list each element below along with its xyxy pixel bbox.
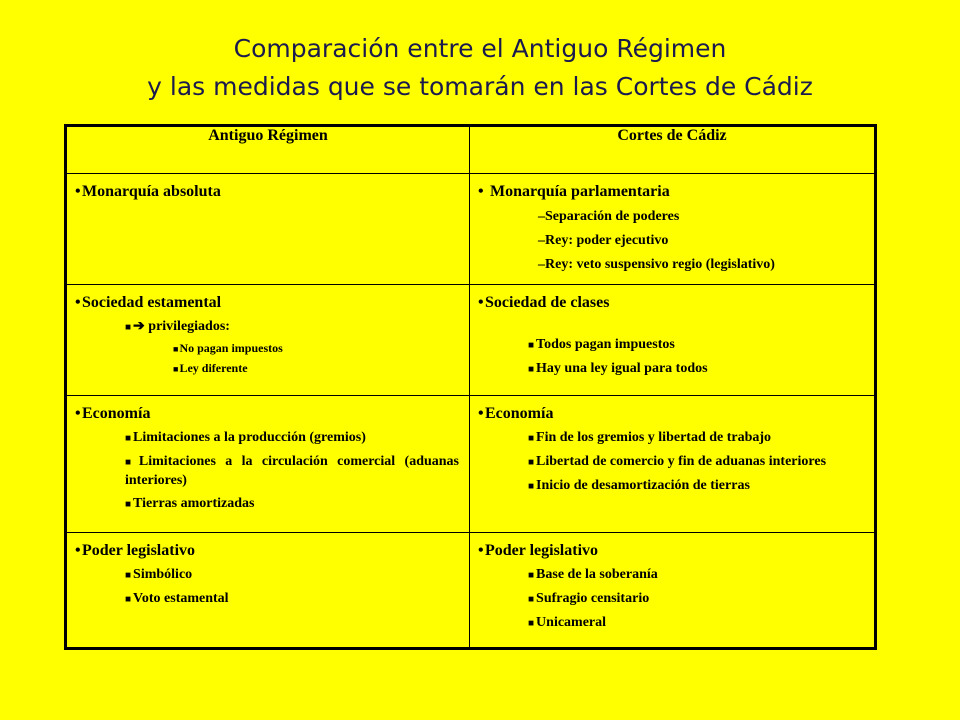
list-subitem: ■Ley diferente	[173, 361, 248, 375]
list-item: ■ Todos pagan impuestos	[528, 337, 675, 352]
heading-monarquia-parlamentaria: • Monarquía parlamentaria	[478, 182, 864, 202]
page-title	[0, 30, 960, 106]
heading-poder-right: • Poder legislativo	[478, 541, 864, 561]
comparison-table	[64, 124, 877, 650]
cell-left-poder	[66, 533, 470, 649]
list-item: ■ Unicameral	[528, 615, 607, 630]
heading-sociedad-estamental: • Sociedad estamental	[75, 293, 459, 313]
heading-sociedad-clases: • Sociedad de clases	[478, 293, 864, 313]
list-item: ■ Limitaciones a la producción (gremios)	[125, 430, 366, 445]
item-privilegiados: privilegiados:	[148, 319, 230, 334]
table-row	[66, 396, 876, 533]
heading-economia-right: • Economía	[478, 404, 864, 424]
list-item: ■ Hay una ley igual para todos	[528, 361, 708, 376]
square-bullet-icon: ■	[173, 364, 179, 374]
arrow-right-icon: ➔	[133, 319, 145, 334]
list-item: –Rey: veto suspensivo regio (legislativo)	[538, 257, 775, 272]
table-header-row	[66, 126, 876, 174]
list-item: ■ Simbólico	[125, 567, 193, 582]
list-item	[75, 318, 459, 337]
square-bullet-icon: ■	[125, 570, 132, 581]
list-item: ■ Sufragio censitario	[528, 591, 650, 606]
list-item: ■ Libertad de comercio y fin de aduanas interiores	[528, 454, 827, 469]
cell-left-economia	[66, 396, 470, 533]
cell-right-monarquia	[470, 174, 876, 285]
list-item: –Rey: poder ejecutivo	[538, 233, 669, 248]
table-row	[66, 533, 876, 649]
cell-right-economia	[470, 396, 876, 533]
square-bullet-icon: ■	[528, 364, 535, 375]
heading-poder-left: • Poder legislativo	[75, 541, 459, 561]
list-item: ■ Voto estamental	[125, 591, 229, 606]
square-bullet-icon: ■	[528, 570, 535, 581]
list-item: ■ Inicio de desamortización de tierras	[528, 478, 750, 493]
cell-right-sociedad	[470, 285, 876, 396]
square-bullet-icon: ■	[125, 499, 132, 510]
square-bullet-icon: ■	[528, 340, 535, 351]
square-bullet-icon: ■	[125, 594, 132, 605]
list-item: –Separación de poderes	[538, 209, 680, 224]
list-item: ■ Tierras amortizadas	[125, 496, 255, 511]
square-bullet-icon: ■	[125, 433, 132, 444]
header-cortes-cadiz: Cortes de Cádiz	[470, 126, 876, 174]
heading-economia-left: • Economía	[75, 404, 459, 424]
list-item: ■ Fin de los gremios y libertad de trabajo	[528, 430, 772, 445]
cell-left-sociedad	[66, 285, 470, 396]
list-item: ■ Base de la soberanía	[528, 567, 658, 582]
square-bullet-icon: ■	[528, 433, 535, 444]
square-bullet-icon: ■	[528, 594, 535, 605]
list-item: ■ Limitaciones a la circulación comercial (aduanas interiores)	[125, 454, 459, 488]
square-bullet-icon: ■	[125, 457, 137, 468]
square-bullet-icon: ■	[125, 322, 132, 333]
square-bullet-icon: ■	[528, 457, 535, 468]
heading-monarquia-absoluta: • Monarquía absoluta	[75, 182, 459, 202]
list-subitem: ■No pagan impuestos	[173, 341, 283, 355]
square-bullet-icon: ■	[173, 344, 179, 354]
table-row	[66, 285, 876, 396]
square-bullet-icon: ■	[528, 618, 535, 629]
table-row	[66, 174, 876, 285]
header-antiguo-regimen: Antiguo Régimen	[66, 126, 470, 174]
cell-left-monarquia	[66, 174, 470, 285]
title-line-1: Comparación entre el Antiguo Régimen	[233, 34, 727, 63]
square-bullet-icon: ■	[528, 481, 535, 492]
cell-right-poder	[470, 533, 876, 649]
title-line-2: y las medidas que se tomarán en las Cortes de Cádiz	[147, 72, 813, 101]
